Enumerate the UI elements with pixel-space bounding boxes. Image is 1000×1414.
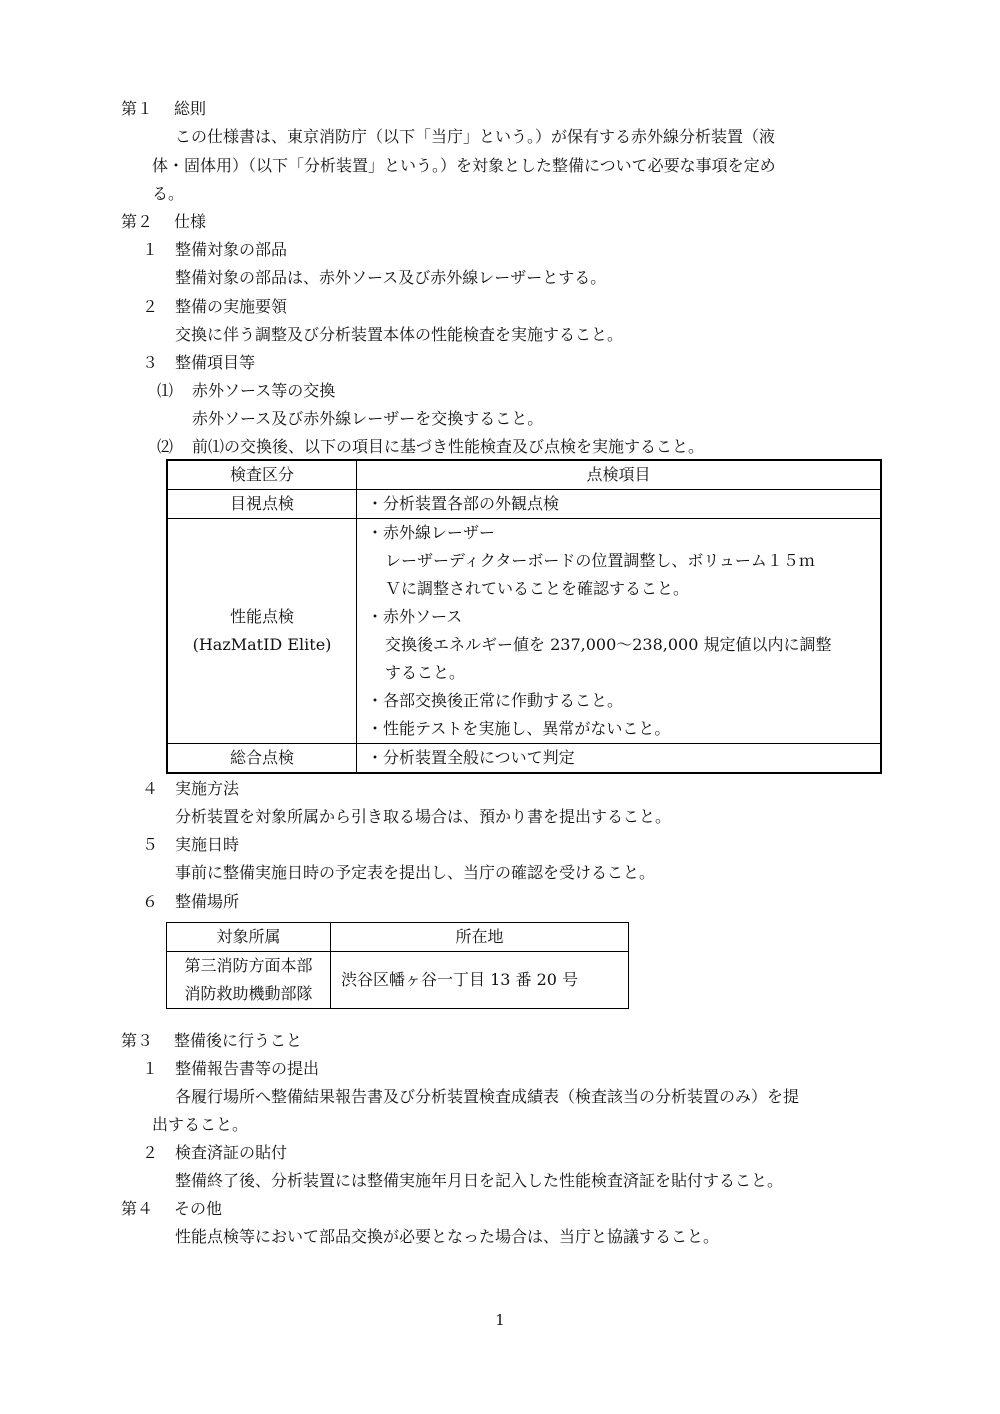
section-4-heading [121,1199,222,1219]
item-title: 検査済証の貼付 [175,1143,288,1162]
item-number: １ [142,240,159,259]
table-header-cell: 点検項目 [357,460,882,490]
item-number: ５ [142,835,159,854]
section-1-heading [121,99,206,119]
item-text: 出すること。 [152,1115,249,1134]
check-detail: 交換後エネルギー値を 237,000～238,000 規定値以内に調整 [385,635,832,654]
table-cell: ・分析装置各部の外観点検 [357,490,882,519]
item-text: 事前に整備実施日時の予定表を提出し、当庁の確認を受けること。 [175,863,656,882]
table-cell [357,519,882,744]
subitem-title: 前⑴の交換後、以下の項目に基づき性能検査及び点検を実施すること。 [192,437,705,456]
table-cell: 目視点検 [167,490,357,519]
check-item: ・性能テストを実施し、異常がないこと。 [367,719,671,738]
table-cell [167,519,357,744]
table-header-cell: 対象所属 [167,923,331,952]
item-number: ２ [142,297,159,316]
item-text: 交換に伴う調整及び分析装置本体の性能検査を実施すること。 [175,325,624,344]
item-number: ４ [142,779,159,798]
subitem-title: 赤外ソース等の交換 [192,381,336,400]
table-header-cell: 検査区分 [167,460,357,490]
item-heading [142,1143,287,1163]
item-heading [142,353,255,373]
table-cell: ・分析装置全般について判定 [357,744,882,774]
item-heading [142,835,239,855]
section-title: その他 [174,1199,223,1218]
section-3-heading [121,1031,302,1051]
item-number: １ [142,1059,159,1078]
section-number: 第１ [121,99,154,118]
item-title: 実施方法 [175,779,240,798]
section-number: 第４ [121,1199,154,1218]
subitem-heading [157,437,704,457]
check-detail: レーザーディクターボードの位置調整し、ボリューム１５ｍ [385,551,815,570]
table-row [167,744,881,774]
item-number: ２ [142,1143,159,1162]
table-cell: 渋谷区幡ヶ谷一丁目 13 番 20 号 [331,952,629,1009]
location-table [166,922,629,1009]
section-2-heading [121,212,206,232]
table-row [167,490,881,519]
table-row [167,519,881,744]
check-detail: すること。 [385,663,466,682]
check-item: ・各部交換後正常に作動すること。 [367,691,624,710]
item-heading [142,1059,319,1079]
section-number: 第３ [121,1031,154,1050]
check-detail: Ｖに調整されていることを確認すること。 [385,579,690,598]
item-text: 整備対象の部品は、赤外ソース及び赤外線レーザーとする。 [175,268,607,287]
table-header-row [167,460,881,490]
item-text: 分析装置を対象所属から引き取る場合は、預かり書を提出すること。 [175,807,672,826]
item-title: 実施日時 [175,835,240,854]
department-line: 第三消防方面本部 [184,956,313,975]
table-cell: 総合点検 [167,744,357,774]
paragraph-line: 体・固体用）（以下「分析装置」という。）を対象とした整備について必要な事項を定め [152,156,776,175]
page-number: 1 [495,1311,505,1329]
section-title: 仕様 [174,212,207,231]
item-heading [142,892,239,912]
section-number: 第２ [121,212,154,231]
item-heading [142,297,287,317]
category-label: 性能点検 [229,607,294,626]
paragraph-line: この仕様書は、東京消防庁（以下「当庁」という。）が保有する赤外線分析装置（液 [175,127,776,146]
subitem-heading [157,381,335,401]
item-number: ６ [142,892,159,911]
section-title: 総則 [174,99,207,118]
item-title: 整備の実施要領 [175,297,288,316]
inspection-table [166,459,882,774]
subitem-number: ⑴ [157,381,174,400]
table-row [167,952,629,1009]
item-number: ３ [142,353,159,372]
table-cell [167,952,331,1009]
item-title: 整備対象の部品 [175,240,288,259]
item-heading [142,779,239,799]
department-line: 消防救助機動部隊 [184,984,313,1003]
table-header-row [167,923,629,952]
item-text: 整備終了後、分析装置には整備実施年月日を記入した性能検査済証を貼付すること。 [175,1171,784,1190]
item-text: 各履行場所へ整備結果報告書及び分析装置検査成績表（検査該当の分析装置のみ）を提 [175,1087,800,1106]
check-item: ・赤外線レーザー [367,523,496,542]
category-sublabel: (HazMatID Elite) [192,635,332,654]
check-item: ・赤外ソース [367,607,463,626]
item-heading [142,240,287,260]
table-header-cell: 所在地 [331,923,629,952]
subitem-number: ⑵ [157,437,174,456]
subitem-text: 赤外ソース及び赤外線レーザーを交換すること。 [192,409,544,428]
item-title: 整備場所 [175,892,240,911]
item-text: 性能点検等において部品交換が必要となった場合は、当庁と協議すること。 [175,1227,720,1246]
paragraph-line: る。 [152,184,185,203]
section-title: 整備後に行うこと [174,1031,303,1050]
item-title: 整備項目等 [175,353,256,372]
item-title: 整備報告書等の提出 [175,1059,320,1078]
